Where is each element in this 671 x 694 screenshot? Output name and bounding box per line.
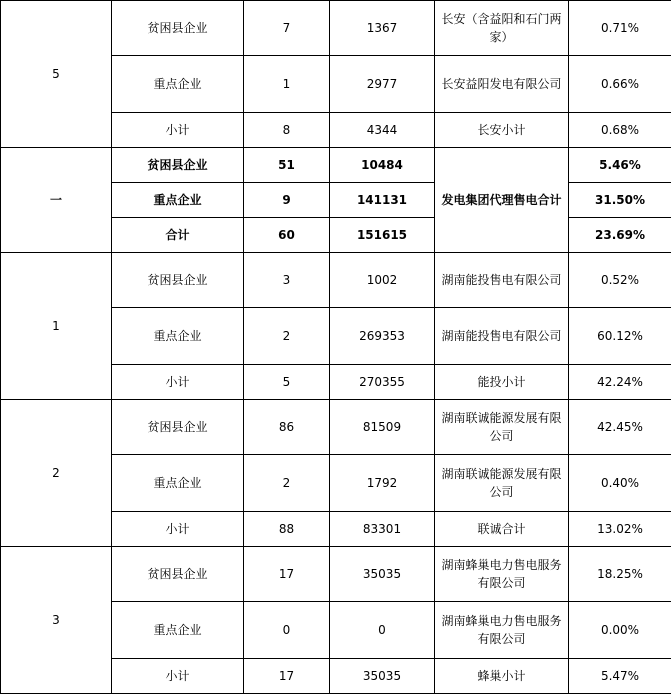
table-row: [1, 547, 671, 602]
enterprise-category-cell: 小计: [112, 659, 244, 694]
enterprise-count-cell: 9: [244, 183, 330, 218]
enterprise-count-cell: 2: [244, 455, 330, 512]
company-name-cell: 湖南联诚能源发展有限公司: [435, 455, 569, 512]
percentage-cell: 5.47%: [569, 659, 671, 694]
company-name-cell: 湖南蜂巢电力售电服务有限公司: [435, 547, 569, 602]
electricity-volume-cell: 1002: [330, 253, 435, 308]
electricity-volume-cell: 35035: [330, 659, 435, 694]
company-name-cell: 联诚合计: [435, 512, 569, 547]
electricity-volume-cell: 151615: [330, 218, 435, 253]
company-name-cell: 湖南联诚能源发展有限公司: [435, 400, 569, 455]
electricity-volume-cell: 81509: [330, 400, 435, 455]
table-row: [1, 400, 671, 455]
percentage-cell: 0.66%: [569, 56, 671, 113]
electricity-volume-cell: 141131: [330, 183, 435, 218]
enterprise-count-cell: 2: [244, 308, 330, 365]
enterprise-count-cell: 0: [244, 602, 330, 659]
company-name-cell: 发电集团代理售电合计: [435, 148, 569, 253]
percentage-cell: 0.40%: [569, 455, 671, 512]
enterprise-category-cell: 重点企业: [112, 56, 244, 113]
electricity-volume-cell: 0: [330, 602, 435, 659]
percentage-cell: 0.52%: [569, 253, 671, 308]
percentage-cell: 5.46%: [569, 148, 671, 183]
percentage-cell: 31.50%: [569, 183, 671, 218]
row-index-cell: 1: [1, 253, 112, 400]
enterprise-category-cell: 贫困县企业: [112, 148, 244, 183]
electricity-volume-cell: 270355: [330, 365, 435, 400]
percentage-cell: 23.69%: [569, 218, 671, 253]
enterprise-category-cell: 小计: [112, 512, 244, 547]
enterprise-category-cell: 贫困县企业: [112, 1, 244, 56]
company-name-cell: 湖南能投售电有限公司: [435, 253, 569, 308]
enterprise-category-cell: 贫困县企业: [112, 400, 244, 455]
enterprise-category-cell: 重点企业: [112, 308, 244, 365]
enterprise-count-cell: 60: [244, 218, 330, 253]
enterprise-count-cell: 7: [244, 1, 330, 56]
electricity-volume-cell: 2977: [330, 56, 435, 113]
electricity-volume-cell: 1792: [330, 455, 435, 512]
enterprise-category-cell: 合计: [112, 218, 244, 253]
enterprise-count-cell: 17: [244, 659, 330, 694]
enterprise-category-cell: 小计: [112, 113, 244, 148]
enterprise-count-cell: 8: [244, 113, 330, 148]
company-name-cell: 长安小计: [435, 113, 569, 148]
electricity-volume-cell: 269353: [330, 308, 435, 365]
company-name-cell: 能投小计: [435, 365, 569, 400]
enterprise-count-cell: 86: [244, 400, 330, 455]
company-name-cell: 长安益阳发电有限公司: [435, 56, 569, 113]
percentage-cell: 13.02%: [569, 512, 671, 547]
table-row: [1, 1, 671, 56]
enterprise-count-cell: 3: [244, 253, 330, 308]
enterprise-count-cell: 17: [244, 547, 330, 602]
electricity-volume-cell: 4344: [330, 113, 435, 148]
percentage-cell: 42.24%: [569, 365, 671, 400]
row-index-cell: 5: [1, 1, 112, 148]
enterprise-category-cell: 贫困县企业: [112, 253, 244, 308]
percentage-cell: 60.12%: [569, 308, 671, 365]
company-name-cell: 湖南能投售电有限公司: [435, 308, 569, 365]
electricity-volume-cell: 10484: [330, 148, 435, 183]
enterprise-category-cell: 贫困县企业: [112, 547, 244, 602]
electricity-volume-cell: 35035: [330, 547, 435, 602]
enterprise-count-cell: 1: [244, 56, 330, 113]
electricity-volume-cell: 1367: [330, 1, 435, 56]
enterprise-count-cell: 51: [244, 148, 330, 183]
percentage-cell: 0.68%: [569, 113, 671, 148]
enterprise-category-cell: 重点企业: [112, 183, 244, 218]
percentage-cell: 0.00%: [569, 602, 671, 659]
enterprise-count-cell: 88: [244, 512, 330, 547]
row-index-cell: 3: [1, 547, 112, 694]
percentage-cell: 18.25%: [569, 547, 671, 602]
enterprise-category-cell: 小计: [112, 365, 244, 400]
enterprise-category-cell: 重点企业: [112, 602, 244, 659]
enterprise-category-cell: 重点企业: [112, 455, 244, 512]
electricity-volume-cell: 83301: [330, 512, 435, 547]
company-name-cell: 长安（含益阳和石门两家）: [435, 1, 569, 56]
company-name-cell: 湖南蜂巢电力售电服务有限公司: [435, 602, 569, 659]
company-name-cell: 蜂巢小计: [435, 659, 569, 694]
percentage-cell: 0.71%: [569, 1, 671, 56]
percentage-cell: 42.45%: [569, 400, 671, 455]
row-index-cell: 2: [1, 400, 112, 547]
table-row: [1, 253, 671, 308]
row-index-cell: 一: [1, 148, 112, 253]
enterprise-count-cell: 5: [244, 365, 330, 400]
table-row-subtotal: [1, 148, 671, 183]
